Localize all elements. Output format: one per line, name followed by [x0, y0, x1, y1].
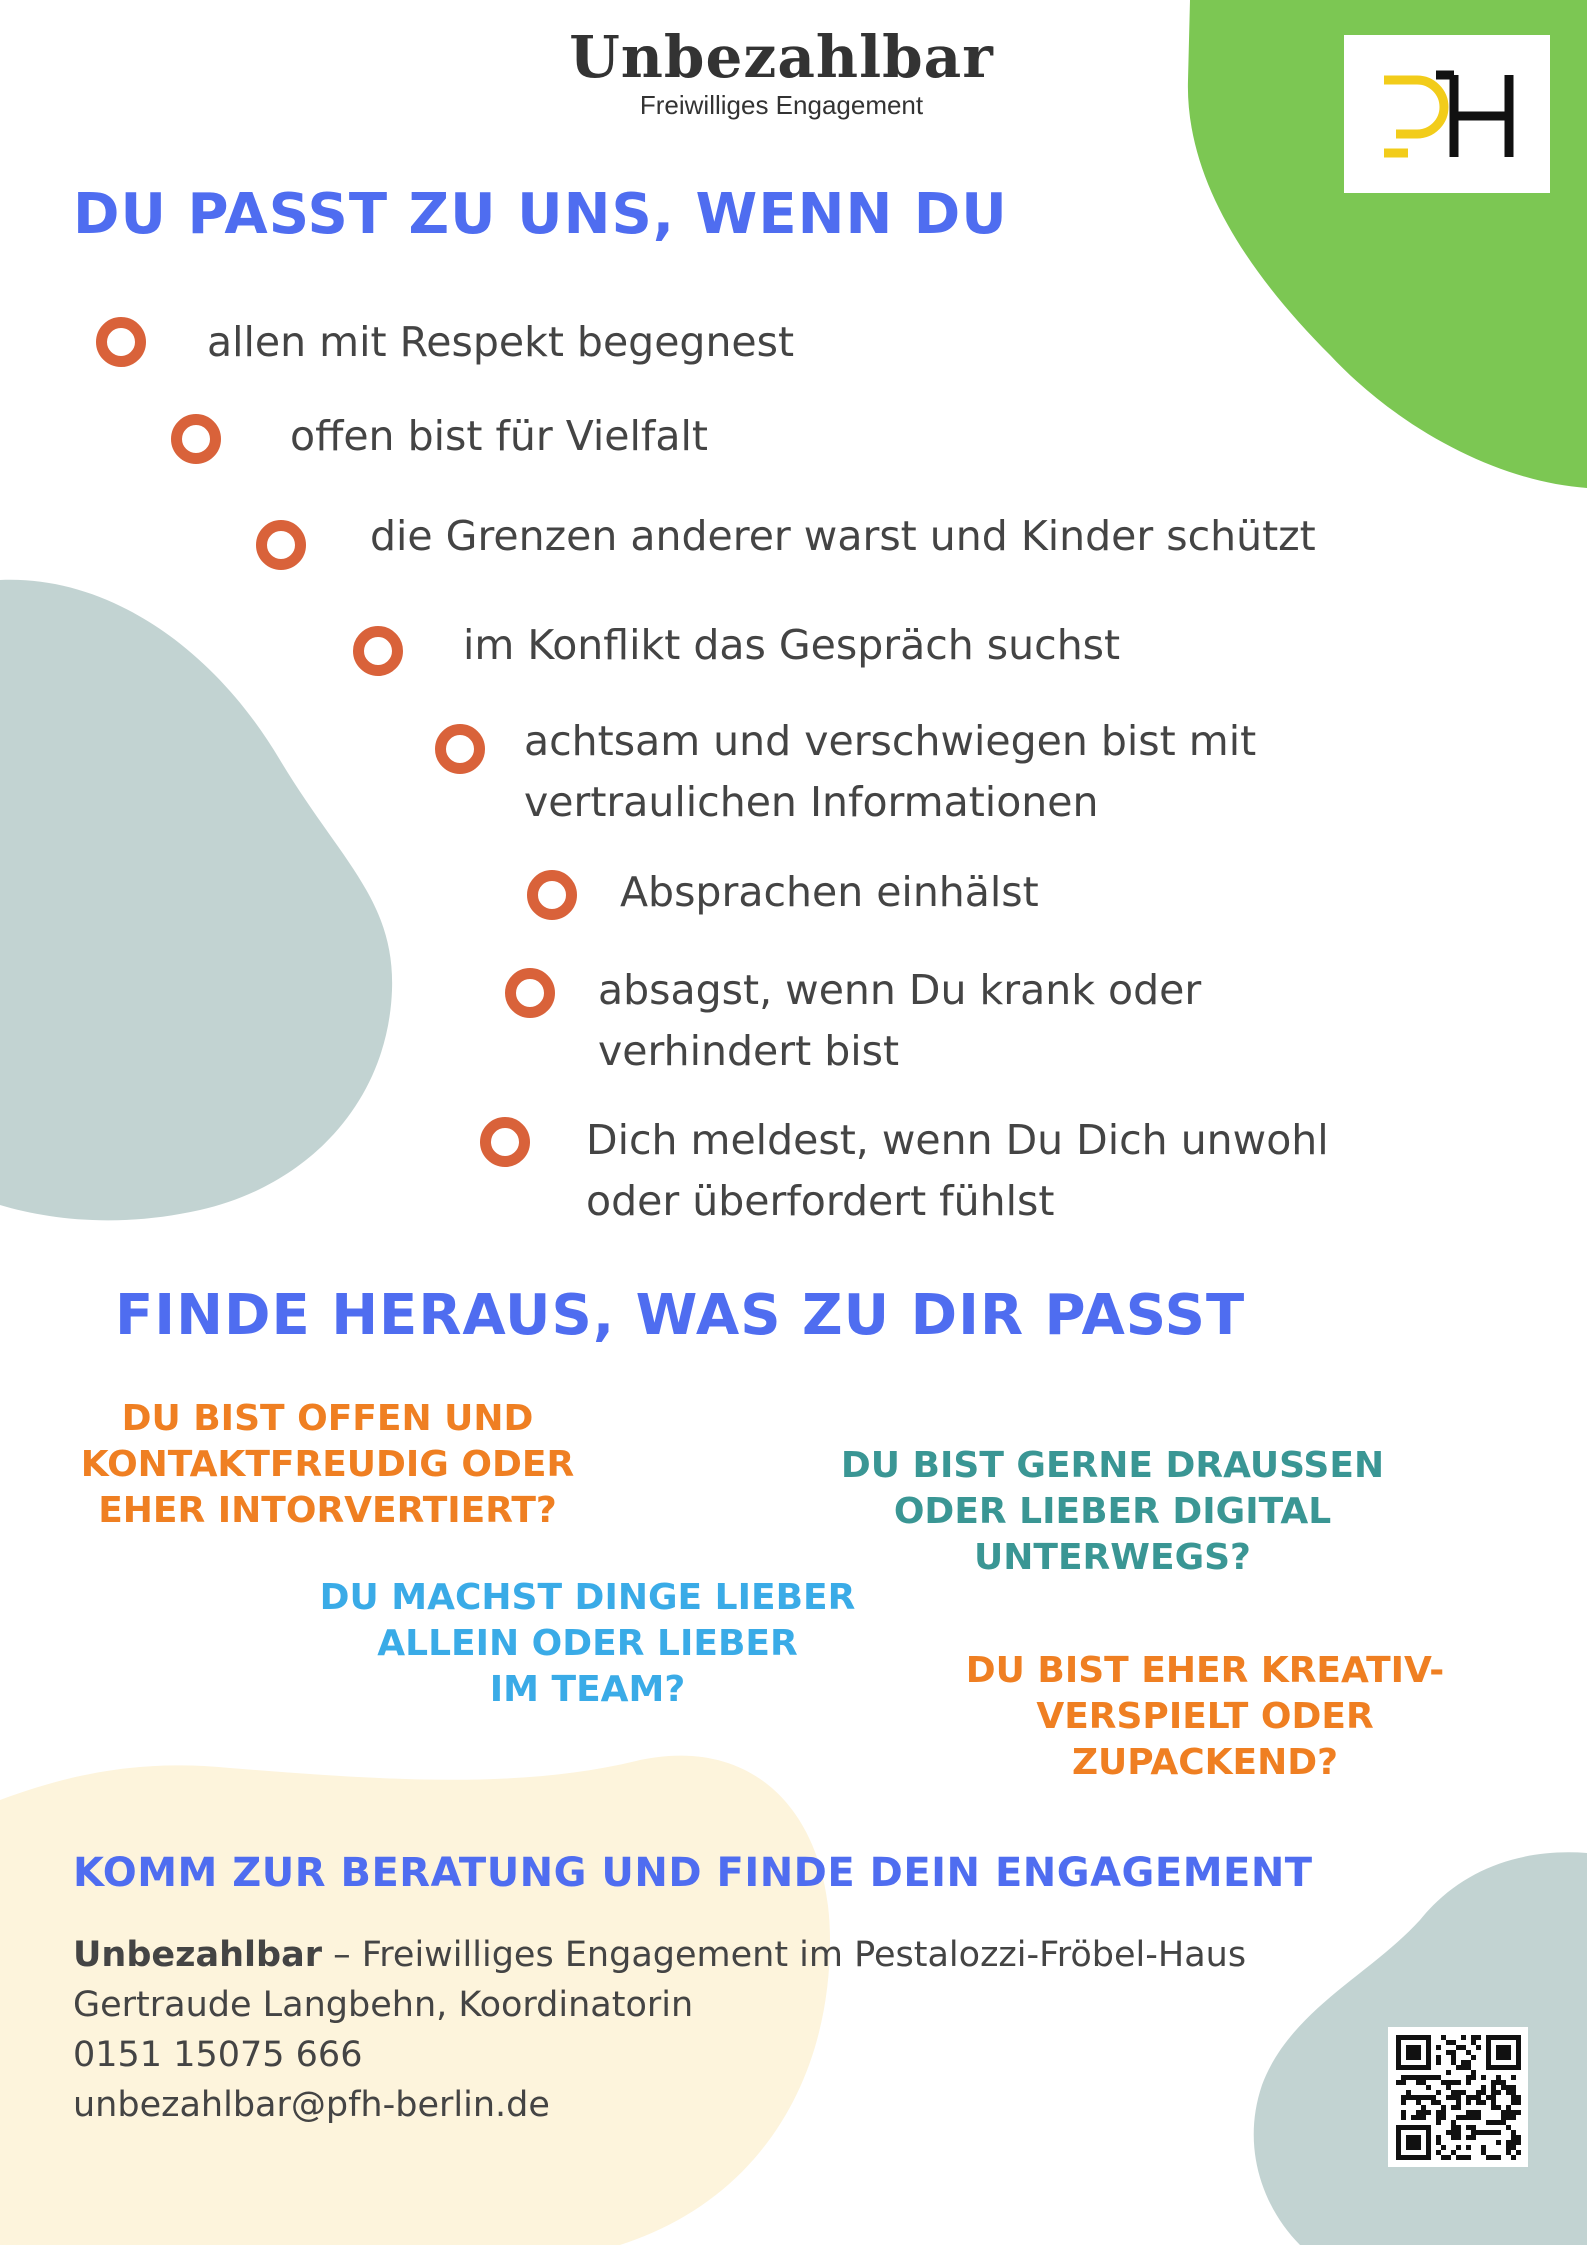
section-heading-fit: DU PASST ZU UNS, WENN DU [73, 182, 1008, 247]
pfh-logo [1344, 35, 1550, 193]
pfh-logo-mark-icon [1384, 75, 1509, 157]
ring-bullet-icon [171, 414, 221, 464]
list-item: im Konflikt das Gespräch suchst [463, 621, 1121, 669]
grey-blob-left [0, 580, 392, 1221]
list-item: achtsam und verschwiegen bist mit vertraulichen Informationen [524, 717, 1257, 826]
list-item: allen mit Respekt begegnest [207, 318, 795, 366]
contact-block [73, 1930, 1246, 2130]
question-block: DU BIST GERNE DRAUSSEN ODER LIEBER DIGITAL UNTERWEGS? [840, 1445, 1385, 1578]
list-item: Absprachen einhälst [620, 868, 1039, 916]
contact-person: Gertraude Langbehn, Koordinatorin [73, 1985, 694, 2025]
list-item: offen bist für Vielfalt [290, 412, 708, 460]
contact-organization: Unbezahlbar – Freiwilliges Engagement im Pestalozzi-Fröbel-Haus [73, 1935, 1247, 1975]
list-item: die Grenzen anderer warst und Kinder schützt [370, 512, 1316, 560]
ring-bullet-icon [353, 626, 403, 676]
question-block: DU BIST EHER KREATIV- VERSPIELT ODER ZUPACKEND? [965, 1650, 1445, 1783]
contact-phone[interactable]: 0151 15075 666 [73, 2035, 363, 2075]
qr-code-icon[interactable] [1388, 2027, 1528, 2167]
section-heading-consultation: KOMM ZUR BERATUNG UND FINDE DEIN ENGAGEMENT [73, 1850, 1313, 1896]
ring-bullet-icon [505, 968, 555, 1018]
ring-bullet-icon [435, 724, 485, 774]
question-block: DU MACHST DINGE LIEBER ALLEIN ODER LIEBER IM TEAM? [319, 1577, 856, 1710]
section-heading-find-out: FINDE HERAUS, WAS ZU DIR PASST [115, 1283, 1246, 1348]
ring-bullet-icon [527, 870, 577, 920]
brand-name: Unbezahlbar [569, 23, 994, 91]
list-item: Dich meldest, wenn Du Dich unwohl oder überfordert fühlst [586, 1116, 1329, 1225]
list-item: absagst, wenn Du krank oder verhindert bist [598, 966, 1202, 1075]
question-block: DU BIST OFFEN UND KONTAKTFREUDIG ODER EHER INTORVERTIERT? [80, 1398, 575, 1531]
ring-bullet-icon [480, 1117, 530, 1167]
ring-bullet-icon [256, 520, 306, 570]
brand-subtitle: Freiwilliges Engagement [639, 90, 924, 120]
ring-bullet-icon [96, 317, 146, 367]
contact-email[interactable]: unbezahlbar@pfh-berlin.de [73, 2085, 550, 2125]
